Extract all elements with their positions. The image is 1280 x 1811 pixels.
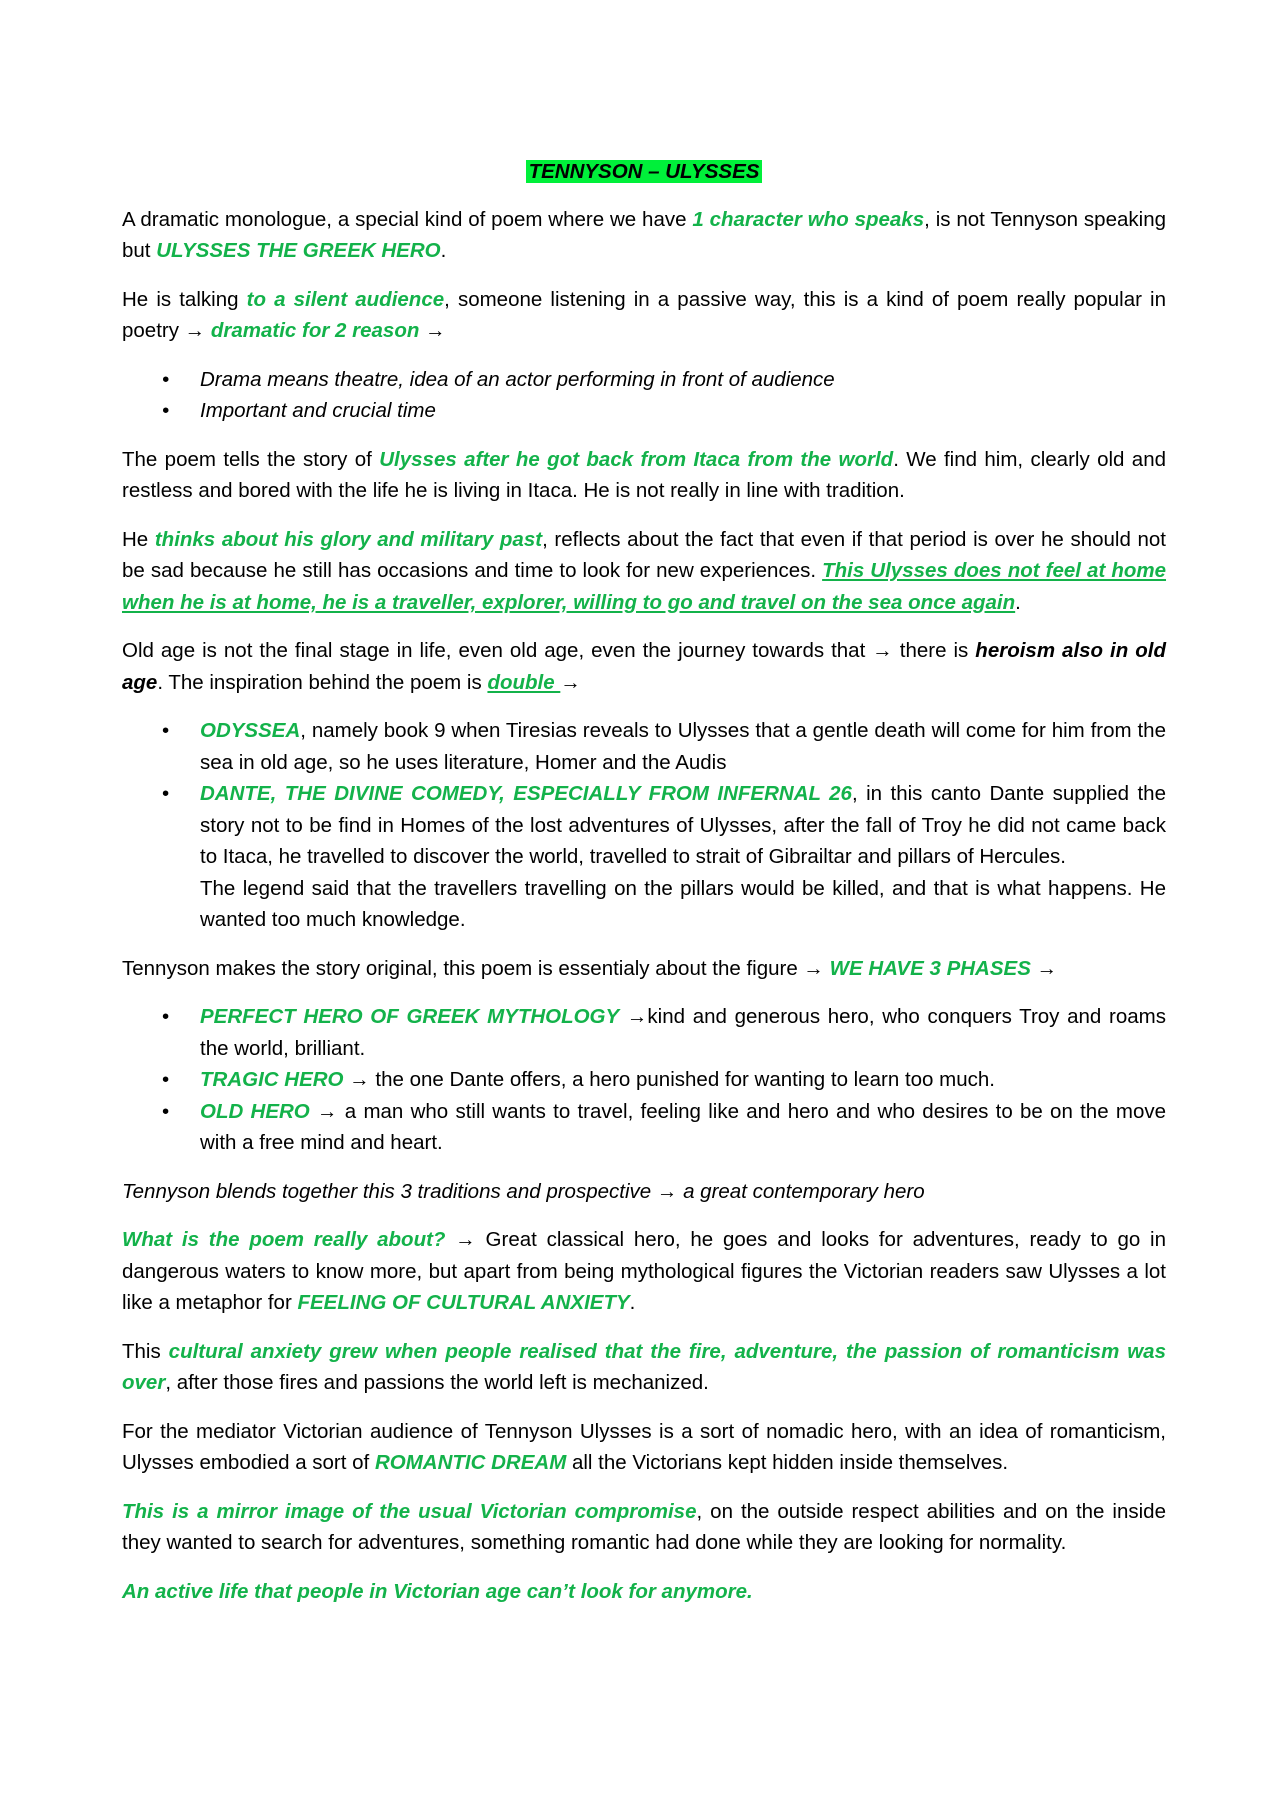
p7-text-1: Tennyson blends together this 3 traditions and prospective xyxy=(122,1179,657,1203)
list-item-text: Drama means theatre, idea of an actor performing in front of audience xyxy=(200,367,835,391)
p6-highlight-1: WE HAVE 3 PHASES xyxy=(829,956,1031,980)
arrow-icon: → xyxy=(803,956,824,980)
title-block xyxy=(122,156,1166,188)
p5-text-2: there is xyxy=(892,639,976,662)
paragraph-11 xyxy=(122,1496,1166,1559)
p10-text-1: For the mediator Victorian audience of Tennyson Ulysses is a sort of nomadic hero, with an idea of romanticism, Ulysses embodied a sort of xyxy=(122,1419,1166,1474)
list-item-text: kind and generous hero, who conquers Troy and roams the world, brilliant. xyxy=(200,1005,1166,1060)
p7-text-2: a great contemporary hero xyxy=(683,1179,925,1203)
p9-text-2: , after those fires and passions the world left is mechanized. xyxy=(165,1371,709,1394)
p5-highlight-1: double xyxy=(487,670,561,694)
p3-text-2: . We find him, clearly old and restless and bored with the life he is living in Itaca. He is not really in line with tradition. xyxy=(122,447,1166,502)
arrow-icon: → xyxy=(1036,956,1058,980)
p1-highlight-2: ULYSSES THE GREEK HERO xyxy=(156,239,441,262)
p5-bold-1: heroism also in old age xyxy=(122,639,1167,694)
drama-list xyxy=(122,364,1166,427)
paragraph-2 xyxy=(122,284,1166,347)
arrow-icon: → xyxy=(872,639,893,662)
arrow-icon: → xyxy=(560,670,581,694)
paragraph-12 xyxy=(122,1576,1166,1608)
p11-text-1: , on the outside respect abilities and on the inside they wanted to search for adventures, something romantic had done while they are looking for normality. xyxy=(122,1499,1166,1554)
arrow-icon: → xyxy=(656,1179,678,1203)
bullet-icon: • xyxy=(162,719,170,742)
paragraph-9 xyxy=(122,1336,1166,1399)
list-item-highlight: DANTE, THE DIVINE COMEDY, ESPECIALLY FROM INFERNAL 26 xyxy=(200,782,852,805)
list-item-highlight: TRAGIC HERO xyxy=(200,1068,344,1091)
list-item-text: a man who still wants to travel, feeling like and hero and who desires to be on the move with a free mind and heart. xyxy=(200,1099,1166,1154)
p5-text-3: . The inspiration behind the poem is xyxy=(157,670,488,694)
p4-highlight-1: thinks about his glory and military past xyxy=(154,527,543,551)
p8-highlight-1: What is the poem really about? xyxy=(122,1228,446,1251)
p12-highlight-1: An active life that people in Victorian age can’t look for anymore. xyxy=(122,1579,753,1603)
p2-highlight-2: dramatic for 2 reason xyxy=(210,319,420,342)
list-item-highlight: ODYSSEA xyxy=(200,719,301,742)
p1-text-1: A dramatic monologue, a special kind of poem where we have xyxy=(122,207,693,231)
p1-highlight-1: 1 character who speaks xyxy=(692,207,925,231)
p3-highlight-1: Ulysses after he got back from Itaca from the world xyxy=(379,447,894,471)
list-item xyxy=(122,1096,1166,1159)
p2-highlight-1: to a silent audience xyxy=(246,287,445,311)
paragraph-1 xyxy=(122,204,1166,267)
p2-text-1: He is talking xyxy=(122,287,247,311)
list-item-text: , in this canto Dante supplied the story not to be find in Homes of the lost adventures of Ulysses, after the fall of Troy he did not came back to Itaca, he travelled to discover the world, travelled to strait of Gibrailtar and pillars of Hercules. xyxy=(200,782,1166,868)
p10-text-2: all the Victorians kept hidden inside themselves. xyxy=(566,1451,1009,1474)
arrow-icon: → xyxy=(626,1005,648,1028)
bullet-icon: • xyxy=(162,367,170,391)
list-item xyxy=(122,364,1166,396)
p4-highlight-2: This Ulysses does not feel at home when he is at home, he is a traveller, explorer, willing to go and travel on the sea once again xyxy=(122,559,1167,614)
p8-highlight-2: FEELING OF CULTURAL ANXIETY xyxy=(297,1291,630,1314)
arrow-icon: → xyxy=(349,1068,370,1091)
bullet-icon: • xyxy=(162,1099,170,1123)
phases-list xyxy=(122,1001,1166,1159)
list-item-highlight: PERFECT HERO OF GREEK MYTHOLOGY xyxy=(200,1005,620,1028)
p2-text-2: , someone listening in a passive way, this is a kind of poem really popular in poetry xyxy=(122,287,1167,342)
p3-text-1: The poem tells the story of xyxy=(122,447,380,471)
bullet-icon: • xyxy=(162,782,170,805)
p8-text-2: . xyxy=(629,1291,636,1314)
arrow-icon: → xyxy=(455,1228,476,1251)
paragraph-3 xyxy=(122,444,1166,507)
p1-text-3: . xyxy=(440,239,447,262)
p9-text-1: This xyxy=(122,1339,169,1363)
p5-text-1: Old age is not the final stage in life, even old age, even the journey towards that xyxy=(122,639,873,662)
paragraph-5 xyxy=(122,635,1166,698)
paragraph-8 xyxy=(122,1224,1166,1319)
bullet-icon: • xyxy=(162,1068,170,1091)
list-item-text-continued: The legend said that the travellers travelling on the pillars would be killed, and that is what happens. He wanted too much knowledge. xyxy=(200,876,1166,931)
list-item-text: the one Dante offers, a hero punished for wanting to learn too much. xyxy=(369,1068,995,1091)
list-item xyxy=(122,715,1166,778)
arrow-icon: → xyxy=(425,319,446,342)
p4-text-2: , reflects about the fact that even if that period is over he should not be sad because he still has occasions and time to look for new experiences. xyxy=(122,527,1166,582)
bullet-icon: • xyxy=(162,399,170,422)
paragraph-10 xyxy=(122,1416,1166,1479)
bullet-icon: • xyxy=(162,1005,170,1028)
list-item xyxy=(122,395,1166,427)
p9-highlight-1: cultural anxiety grew when people realised that the fire, adventure, the passion of romanticism was over xyxy=(122,1339,1166,1394)
p10-highlight-1: ROMANTIC DREAM xyxy=(374,1451,567,1474)
arrow-icon: → xyxy=(317,1099,338,1123)
document-title: TENNYSON – ULYSSES xyxy=(526,160,763,183)
paragraph-6 xyxy=(122,953,1166,985)
p6-text-1: Tennyson makes the story original, this poem is essentialy about the figure xyxy=(122,956,804,980)
list-item-text: Important and crucial time xyxy=(200,399,436,422)
list-item xyxy=(122,1001,1166,1064)
p8-text-1: Great classical hero, he goes and looks for adventures, ready to go in dangerous waters to know more, but apart from being mythological figures the Victorian readers saw Ulysses a lot like a metaphor for xyxy=(122,1228,1166,1314)
p4-text-3: . xyxy=(1015,590,1021,614)
list-item-text: , namely book 9 when Tiresias reveals to Ulysses that a gentle death will come for him from the sea in old age, so he uses literature, Homer and the Audis xyxy=(200,719,1166,774)
p11-highlight-1: This is a mirror image of the usual Victorian compromise xyxy=(122,1499,697,1523)
arrow-icon: → xyxy=(184,319,206,342)
list-item xyxy=(122,1064,1166,1096)
list-item xyxy=(122,778,1166,936)
p1-text-2: , is not Tennyson speaking but xyxy=(122,207,1166,262)
paragraph-7 xyxy=(122,1176,1166,1208)
paragraph-4 xyxy=(122,524,1166,619)
p4-text-1: He xyxy=(122,527,155,551)
list-item-highlight: OLD HERO xyxy=(200,1099,310,1123)
inspiration-list xyxy=(122,715,1166,936)
